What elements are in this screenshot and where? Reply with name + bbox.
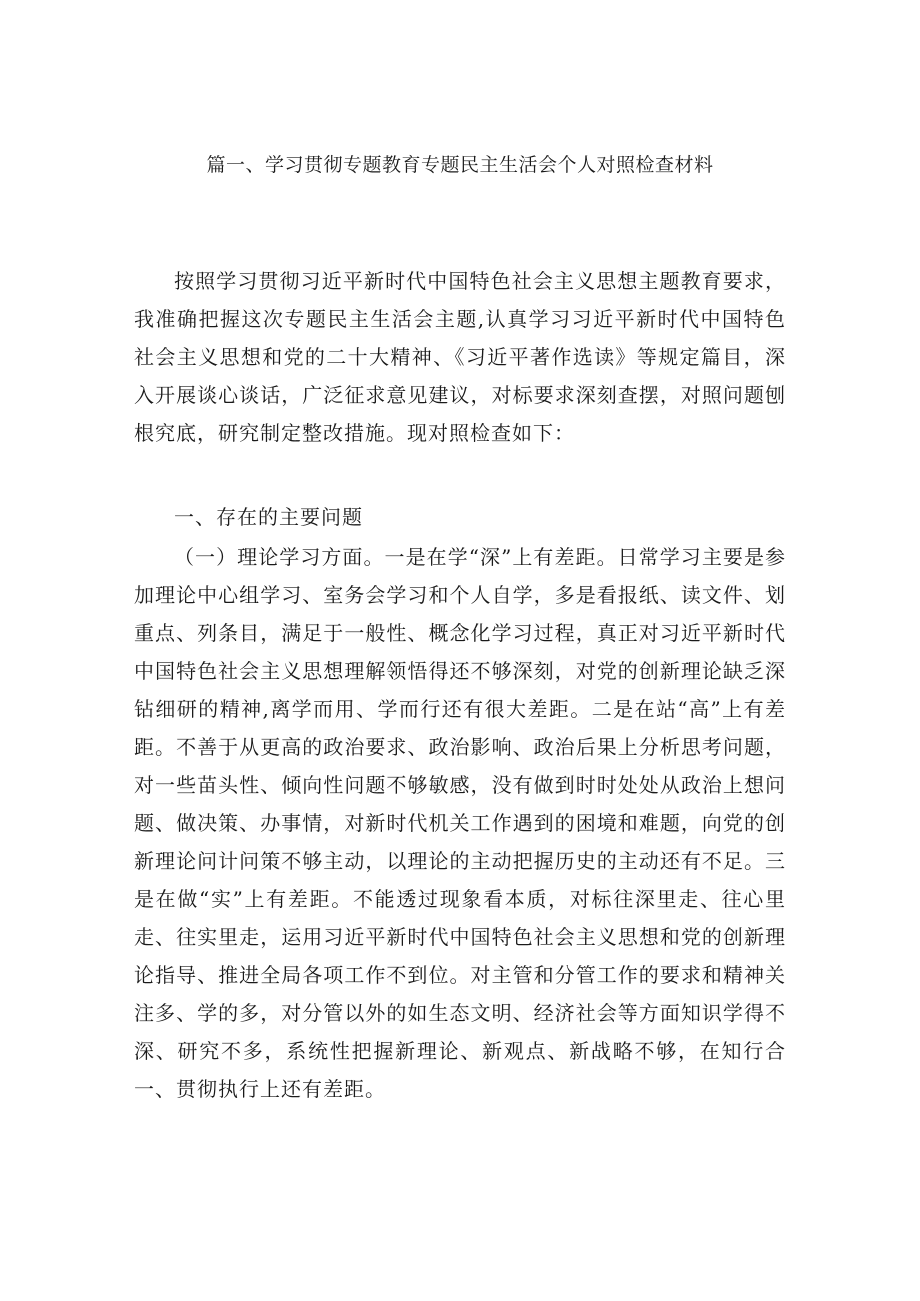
intro-paragraph: 按照学习贯彻习近平新时代中国特色社会主义思想主题教育要求，我准确把握这次专题民主生活会主题,认真学习习近平新时代中国特色社会主义思想和党的二十大精神、《习近平著作选读》等规定篇目，深入开展谈心谈话，广泛征求意见建议，对标要求深刻查摆，对照问题刨根究底，研究制定整改措施。现对照检查如下： [134, 269, 786, 445]
section-heading: 一、存在的主要问题 [174, 505, 363, 529]
theory-study-paragraph: （一）理论学习方面。一是在学“深”上有差距。日常学习主要是参加理论中心组学习、室务会学习和个人自学，多是看报纸、读文件、划重点、列条目，满足于一般性、概念化学习过程，真正对习近平新时代中国特色社会主义思想理解领悟得还不够深刻，对党的创新理论缺乏深钻细研的精神,离学而用、学而行还有很大差距。二是在站“高”上有差距。不善于从更高的政治要求、政治影响、政治后果上分析思考问题，对一些苗头性、倾向性问题不够敏感，没有做到时时处处从政治上想问题、做决策、办事情，对新时代机关工作遇到的困境和难题，向党的创新理论问计问策不够主动，以理论的主动把握历史的主动还有不足。三是在做“实”上有差距。不能透过现象看本质，对标往深里走、往心里走、往实里走，运用习近平新时代中国特色社会主义思想和党的创新理论指导、推进全局各项工作不到位。对主管和分管工作的要求和精神关注多、学的多，对分管以外的如生态文明、经济社会等方面知识学得不深、研究不多，系统性把握新理论、新观点、新战略不够，在知行合一、贯彻执行上还有差距。 [134, 545, 786, 1101]
document-title: 篇一、学习贯彻专题教育专题民主生活会个人对照检查材料 [206, 154, 714, 176]
